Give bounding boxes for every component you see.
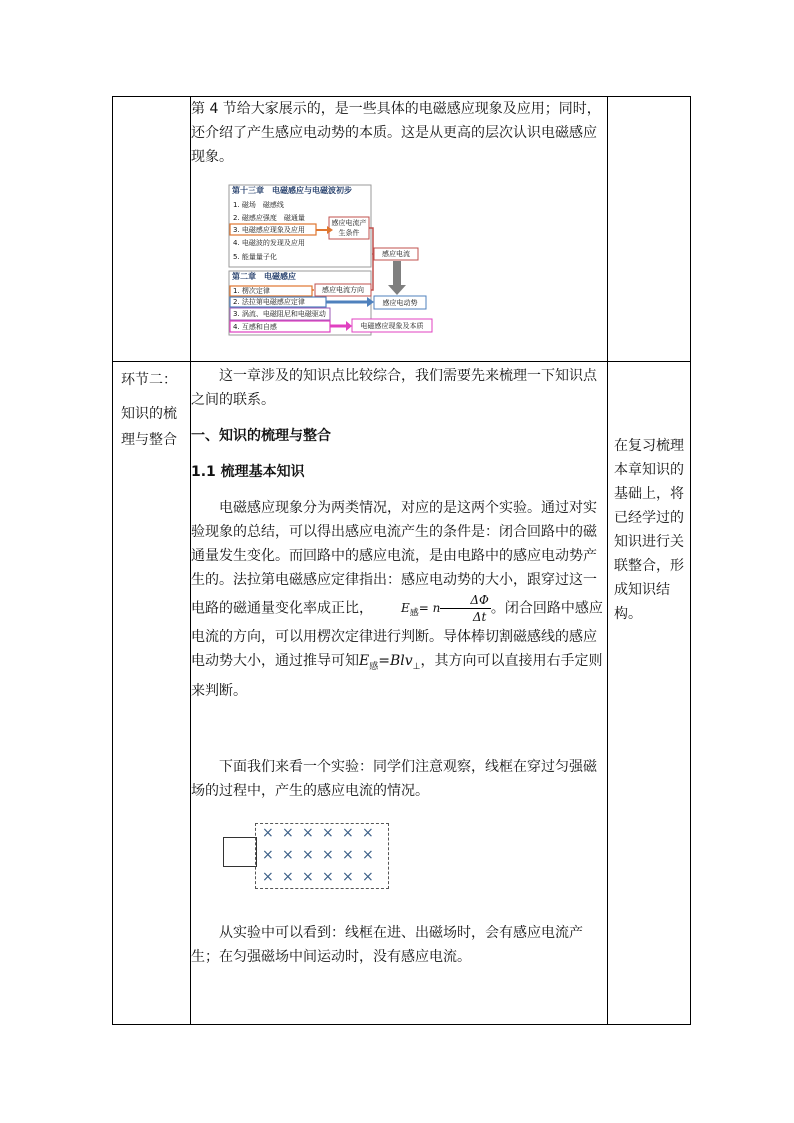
ch2-title: 第二章 电磁感应 bbox=[232, 272, 296, 281]
table-row bbox=[113, 362, 691, 1025]
paragraph-induction-part-a: 电磁感应现象分为两类情况，对应的是这两个实验。通过对实验现象的总结，可以得出感应电流产生的条件是：闭合回路中的磁通量发生变化。而回路中的感应电流，是由电路中的感应电动势产生的。法拉第电磁感应定律指出：感应电动势的大小，跟穿过这一电路的磁通量变化率成正比， bbox=[191, 500, 597, 617]
field-cross: × bbox=[282, 869, 294, 886]
arrow-down-shaft bbox=[393, 261, 401, 286]
ch2-item-1: 1. 楞次定律 bbox=[233, 287, 270, 295]
section-label-line2: 知识的梳理与整合 bbox=[121, 406, 177, 448]
field-cross: × bbox=[262, 825, 274, 842]
intro-paragraph: 第 4 节给大家展示的，是一些具体的电磁感应现象及应用；同时，还介绍了产生感应电动势的本质。这是从更高的层次认识电磁感应现象。 bbox=[191, 101, 601, 165]
formula2-perp: ⊥ bbox=[412, 662, 421, 673]
teaching-note-cell bbox=[608, 362, 691, 1025]
section-intro: 这一章涉及的知识点比较综合，我们需要先来梳理一下知识点之间的联系。 bbox=[191, 368, 597, 408]
section-content-cell bbox=[191, 362, 608, 1025]
field-cross: × bbox=[302, 869, 314, 886]
formula2-sub: 感 bbox=[369, 662, 379, 673]
formula-fraction bbox=[440, 592, 491, 625]
ch13-item-4: 4. 电磁波的发现及应用 bbox=[233, 239, 305, 247]
current-box: 感应电流 bbox=[382, 250, 410, 258]
content-cell bbox=[191, 97, 608, 362]
field-cross: × bbox=[262, 869, 274, 886]
paragraph-induction-part-c: ，其方向可以直接用右手定则来判断。 bbox=[191, 653, 603, 700]
field-cross: × bbox=[342, 847, 354, 864]
magnetic-field-diagram bbox=[215, 819, 395, 889]
ch13-title: 第十三章 电磁感应与电磁波初步 bbox=[232, 186, 352, 195]
section-label bbox=[113, 362, 190, 453]
essence-box: 电磁感应现象及本质 bbox=[360, 322, 424, 330]
label-cell-empty bbox=[113, 97, 191, 362]
field-cross: × bbox=[342, 869, 354, 886]
field-cross: × bbox=[302, 847, 314, 864]
ch13-item-2: 2. 磁感应强度 磁通量 bbox=[233, 214, 305, 222]
direction-box: 感应电流方向 bbox=[322, 286, 364, 294]
field-cross: × bbox=[342, 825, 354, 842]
wire-frame bbox=[223, 837, 257, 867]
heading-integration: 一、知识的梳理与整合 bbox=[191, 428, 331, 444]
formula-numerator: ΔΦ bbox=[440, 592, 491, 609]
formula2-E: E bbox=[359, 653, 370, 670]
section-label-line1: 环节二： bbox=[121, 372, 177, 388]
field-cross: × bbox=[322, 825, 334, 842]
field-cross: × bbox=[302, 825, 314, 842]
heading-basic-knowledge: 1.1 梳理基本知识 bbox=[191, 464, 305, 480]
magnetic-field-region bbox=[255, 823, 389, 889]
formula-denominator: Δt bbox=[472, 610, 487, 624]
formula-sub: 感 bbox=[409, 608, 419, 619]
note-cell-empty bbox=[608, 97, 691, 362]
formula2-body: =Blv bbox=[378, 653, 413, 670]
ch2-item-4: 4. 互感和自感 bbox=[233, 323, 277, 331]
formula-E: E bbox=[401, 601, 410, 615]
field-cross: × bbox=[262, 847, 274, 864]
field-cross: × bbox=[362, 869, 374, 886]
field-cross: × bbox=[282, 847, 294, 864]
lesson-table bbox=[112, 96, 691, 1025]
paragraph-experiment: 下面我们来看一个实验：同学们注意观察，线框在穿过匀强磁场的过程中，产生的感应电流的情况。 bbox=[191, 759, 597, 800]
field-cross: × bbox=[282, 825, 294, 842]
paragraph-induction bbox=[191, 496, 607, 703]
ch2-item-2: 2. 法拉第电磁感应定律 bbox=[233, 298, 305, 306]
section-label-cell bbox=[113, 362, 191, 1025]
field-cross: × bbox=[322, 869, 334, 886]
field-cross: × bbox=[322, 847, 334, 864]
ch2-item-3: 3. 涡流、电磁阻尼和电磁驱动 bbox=[233, 310, 326, 318]
ch13-item-3: 3. 电磁感应现象及应用 bbox=[233, 226, 305, 234]
table-row bbox=[113, 97, 691, 362]
faraday-formula bbox=[373, 592, 491, 625]
field-cross: × bbox=[362, 847, 374, 864]
paragraph-conclusion: 从实验中可以看到：线框在进、出磁场时，会有感应电流产生；在匀强磁场中间运动时，没有感应电流。 bbox=[191, 925, 583, 966]
ch13-item-1: 1. 磁场 磁感线 bbox=[233, 201, 284, 209]
arrow-down-head bbox=[388, 285, 406, 295]
emf-box: 感应电动势 bbox=[382, 299, 418, 307]
condition-box: 感应电流产生条件 bbox=[331, 219, 367, 237]
formula-eq: = n bbox=[418, 601, 441, 615]
field-cross: × bbox=[362, 825, 374, 842]
paragraph-induction-part-b: 。闭合回路中感应电流的方向，可以用楞次定律进行判断。导体棒切割磁感线的感应电动势大小，通过推导可知 bbox=[191, 600, 603, 670]
ch13-item-5: 5. 能量量子化 bbox=[233, 253, 277, 261]
teaching-note: 在复习梳理本章知识的基础上，将已经学过的知识进行关联整合，形成知识结构。 bbox=[614, 438, 684, 622]
concept-map bbox=[227, 183, 467, 338]
